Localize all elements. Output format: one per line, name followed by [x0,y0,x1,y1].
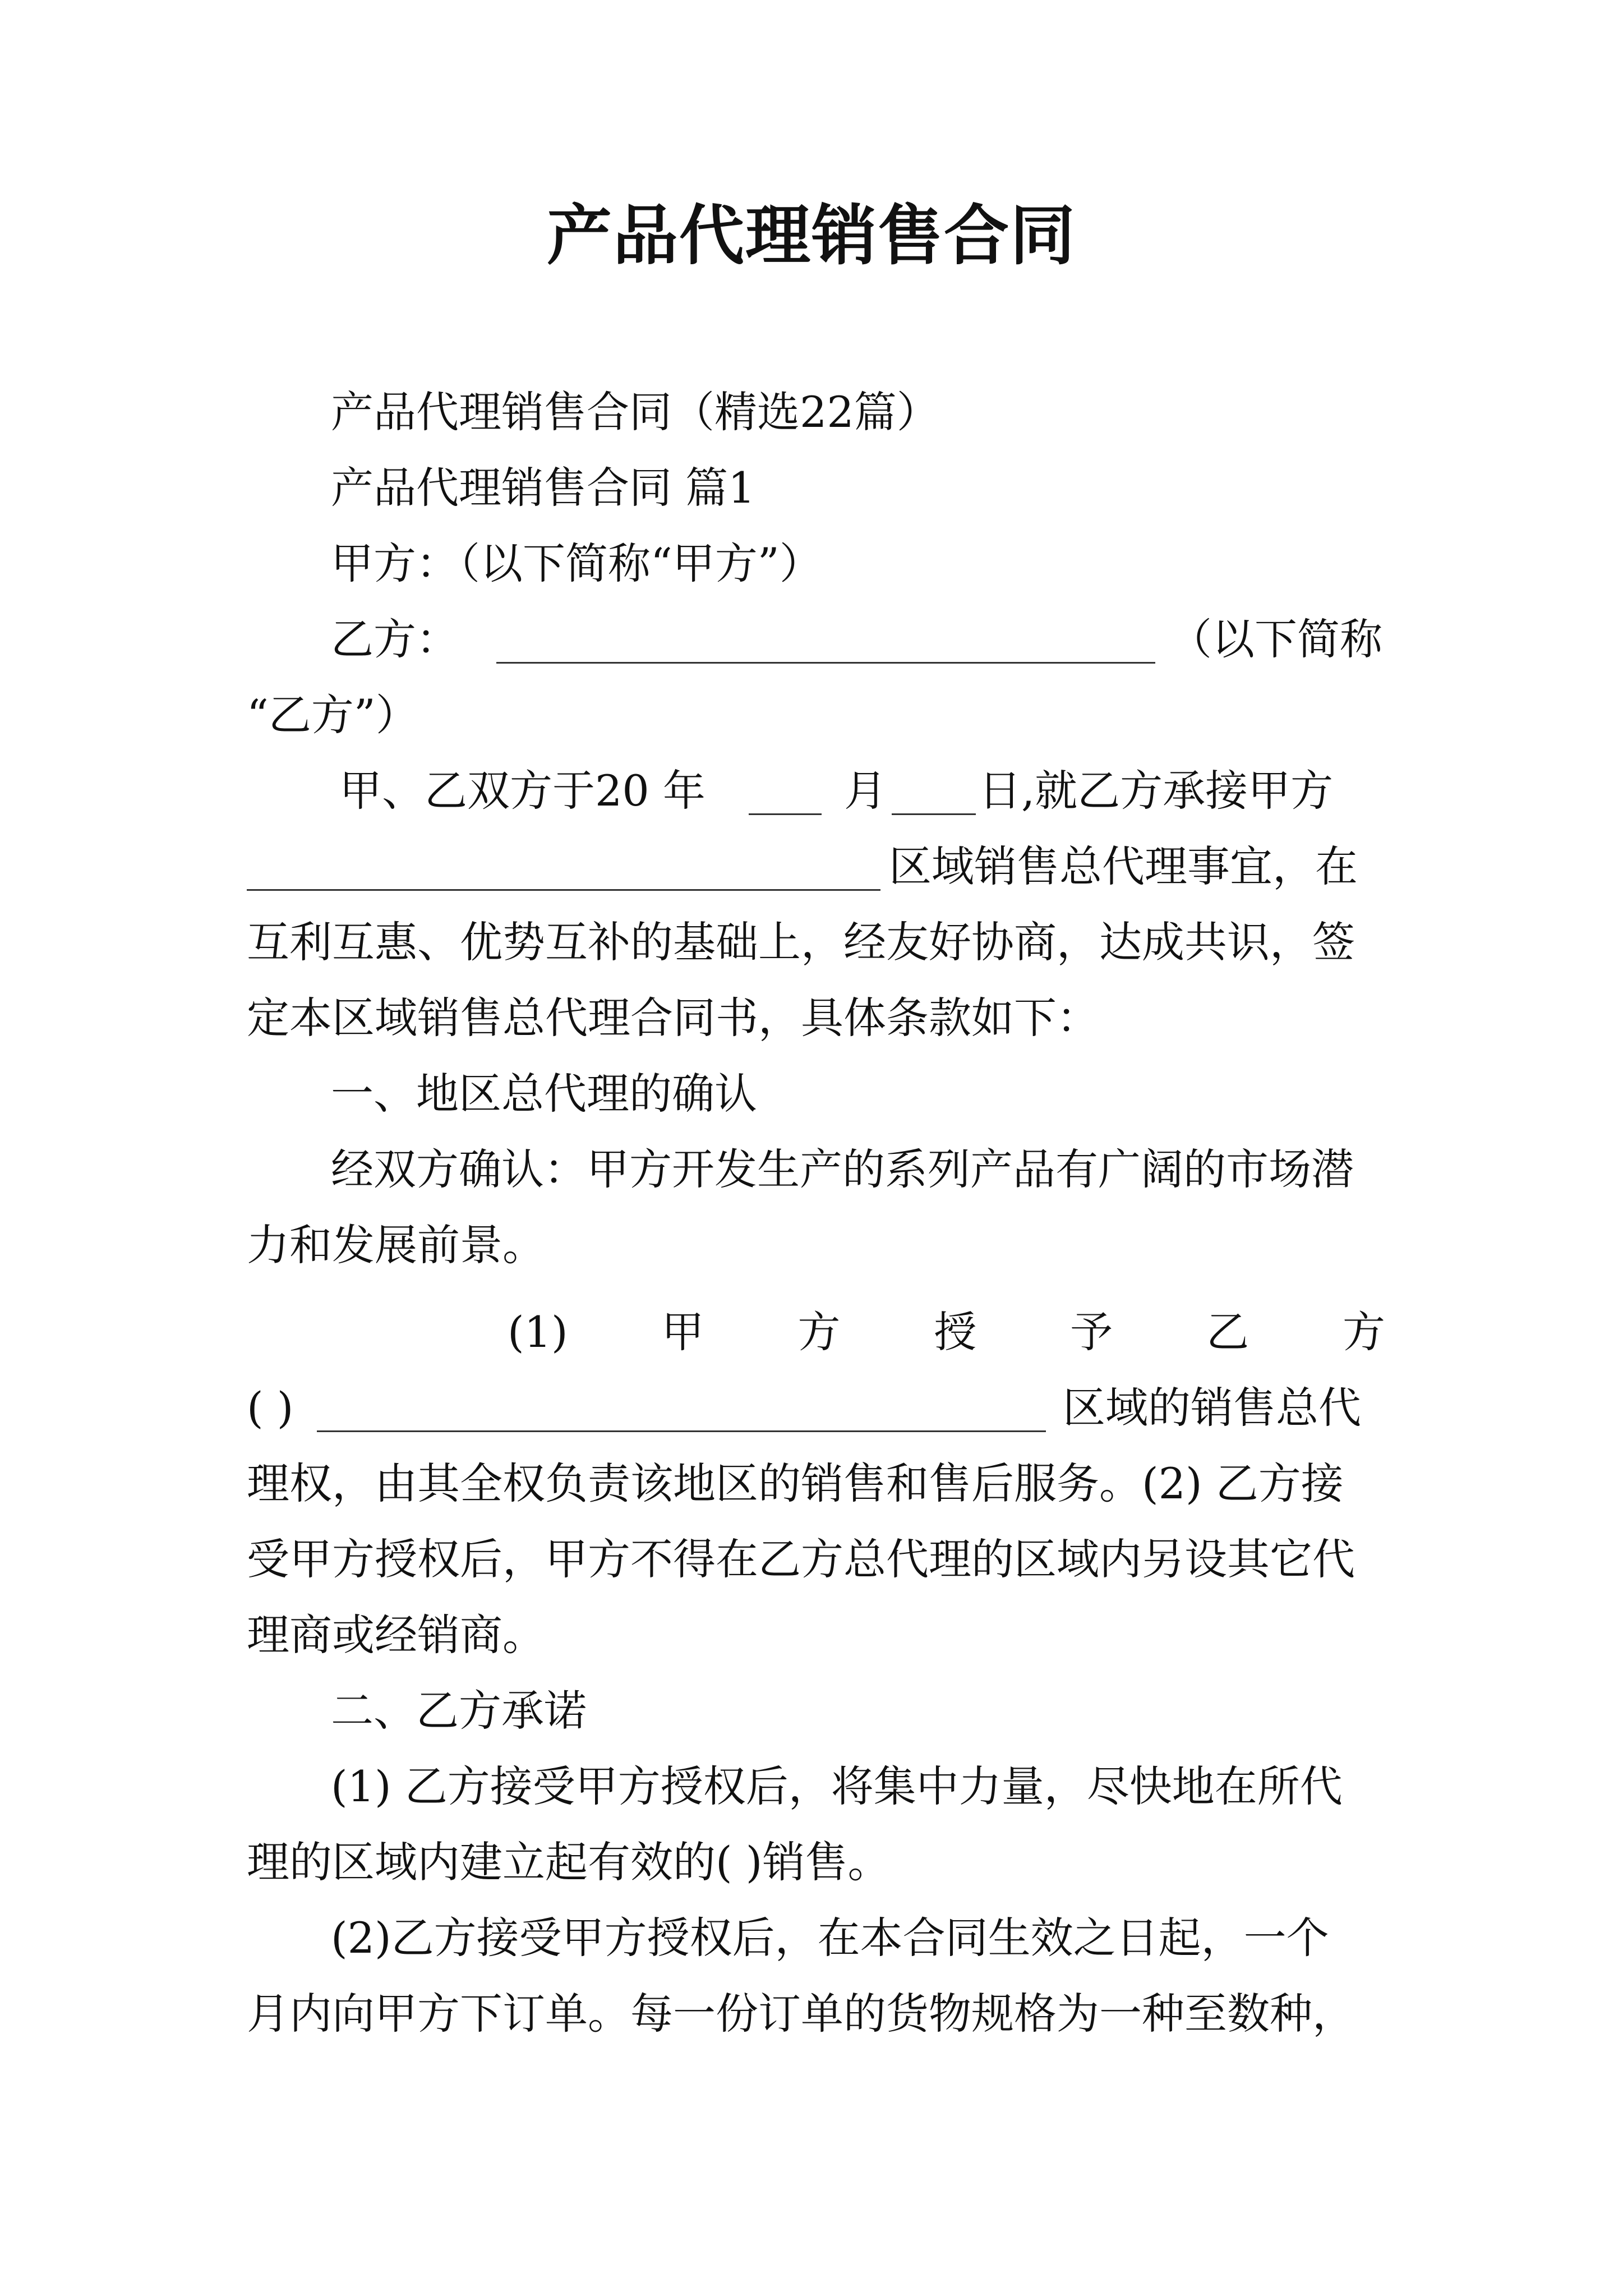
party-a-line: 甲方：（以下简称“甲方”） [331,539,822,588]
grant-paren: ( ) [247,1383,294,1433]
party-b-label: 乙方： [331,614,459,664]
section-heading-1: 一、地区总代理的确认 [331,1069,757,1119]
grant-word: 授 [934,1307,977,1357]
grant-word: (1) [508,1307,568,1357]
confirm-paragraph-line2: 力和发展前景。 [247,1220,545,1270]
grant-paragraph-line5: 理商或经销商。 [247,1610,545,1660]
grant-justified-line [508,1304,1385,1360]
document-title: 产品代理销售合同 [547,197,1076,274]
grant-paragraph-line3: 理权，由其全权负责该地区的销售和售后服务。(2) 乙方接 [247,1458,1344,1508]
party-b-blank [496,623,1155,664]
grant-paragraph-line4: 受甲方授权后，甲方不得在乙方总代理的区域内另设其它代 [247,1534,1355,1584]
section-heading-2: 二、乙方承诺 [331,1686,587,1736]
party-b-suffix: （以下简称 [1169,614,1382,664]
grant-word: 甲 [661,1307,704,1357]
intro-text-b: 月 [844,766,887,816]
grant-word: 方 [1343,1307,1385,1357]
month-blank [749,774,822,815]
intro-text-d: 区域销售总代理事宜，在 [889,841,1358,891]
confirm-paragraph-line1: 经双方确认：甲方开发生产的系列产品有广阔的市场潜 [331,1144,1354,1194]
promise2-line1: (2)乙方接受甲方授权后，在本合同生效之日起，一个 [331,1913,1329,1963]
subtitle: 产品代理销售合同（精选22篇） [331,387,939,437]
day-blank [892,774,976,815]
region-blank [247,850,880,891]
grant-text: 区域的销售总代 [1063,1383,1361,1433]
grant-word: 予 [1070,1307,1113,1357]
intro-paragraph-line4: 定本区域销售总代理合同书，具体条款如下： [247,993,1099,1043]
grant-region-blank [317,1391,1046,1432]
grant-word: 乙 [1206,1307,1249,1357]
promise1-line2: 理的区域内建立起有效的( )销售。 [247,1837,891,1887]
intro-paragraph-line3: 互利互惠、优势互补的基础上，经友好协商，达成共识，签 [247,917,1355,967]
section-title: 产品代理销售合同 篇1 [331,463,755,513]
intro-text-a: 甲、乙双方于20 年 [339,766,706,816]
grant-word: 方 [797,1307,841,1357]
promise2-line2: 月内向甲方下订单。每一份订单的货物规格为一种至数种， [247,1989,1355,2039]
party-b-continued: “乙方”） [247,690,418,740]
intro-text-c: 日,就乙方承接甲方 [979,766,1334,816]
promise1-line1: (1) 乙方接受甲方授权后，将集中力量，尽快地在所代 [331,1761,1343,1811]
